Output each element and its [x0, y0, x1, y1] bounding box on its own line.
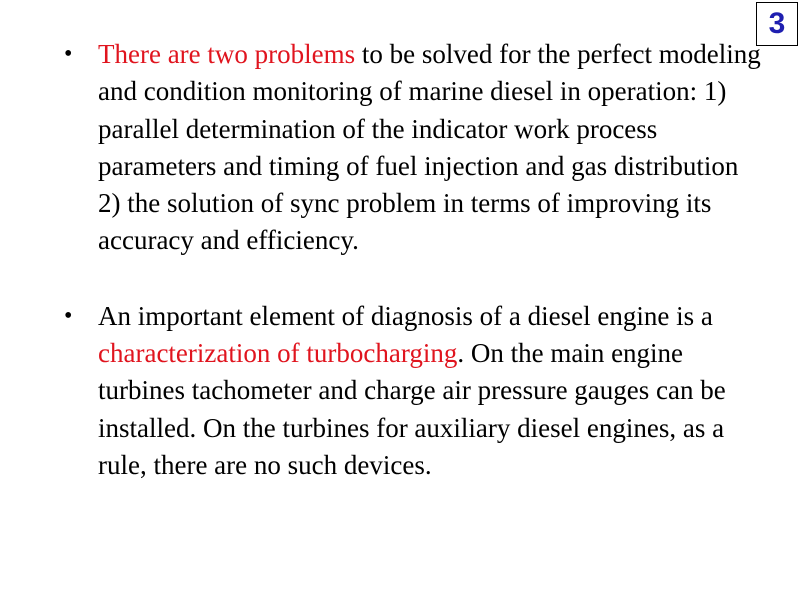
- bullet-icon: •: [64, 302, 73, 329]
- bullet-text-after: . On the main engine turbines tachometer and charge air pressure gauges can be installed. On the turbines for auxiliary diesel engines, as a rule, there are no such devices.: [98, 338, 726, 480]
- bullet-item-turbocharging: [64, 298, 764, 484]
- slide-content: [64, 36, 764, 484]
- bullet-icon: •: [64, 41, 73, 67]
- slide-number: 3: [756, 2, 798, 46]
- bullet-item-problems: [64, 36, 764, 260]
- bullet-highlight: There are two problems: [98, 39, 356, 69]
- bullet-text: to be solved for the perfect modeling and condition monitoring of marine diesel in operation: 1) parallel determination of the indicator work process parameters and timing of fuel injection and gas distribution 2) the solution of sync problem in terms of improving its accuracy and efficiency.: [98, 39, 761, 256]
- bullet-text-before: An important element of diagnosis of a diesel engine is a: [98, 300, 713, 331]
- bullet-highlight: characterization of turbocharging: [98, 338, 458, 369]
